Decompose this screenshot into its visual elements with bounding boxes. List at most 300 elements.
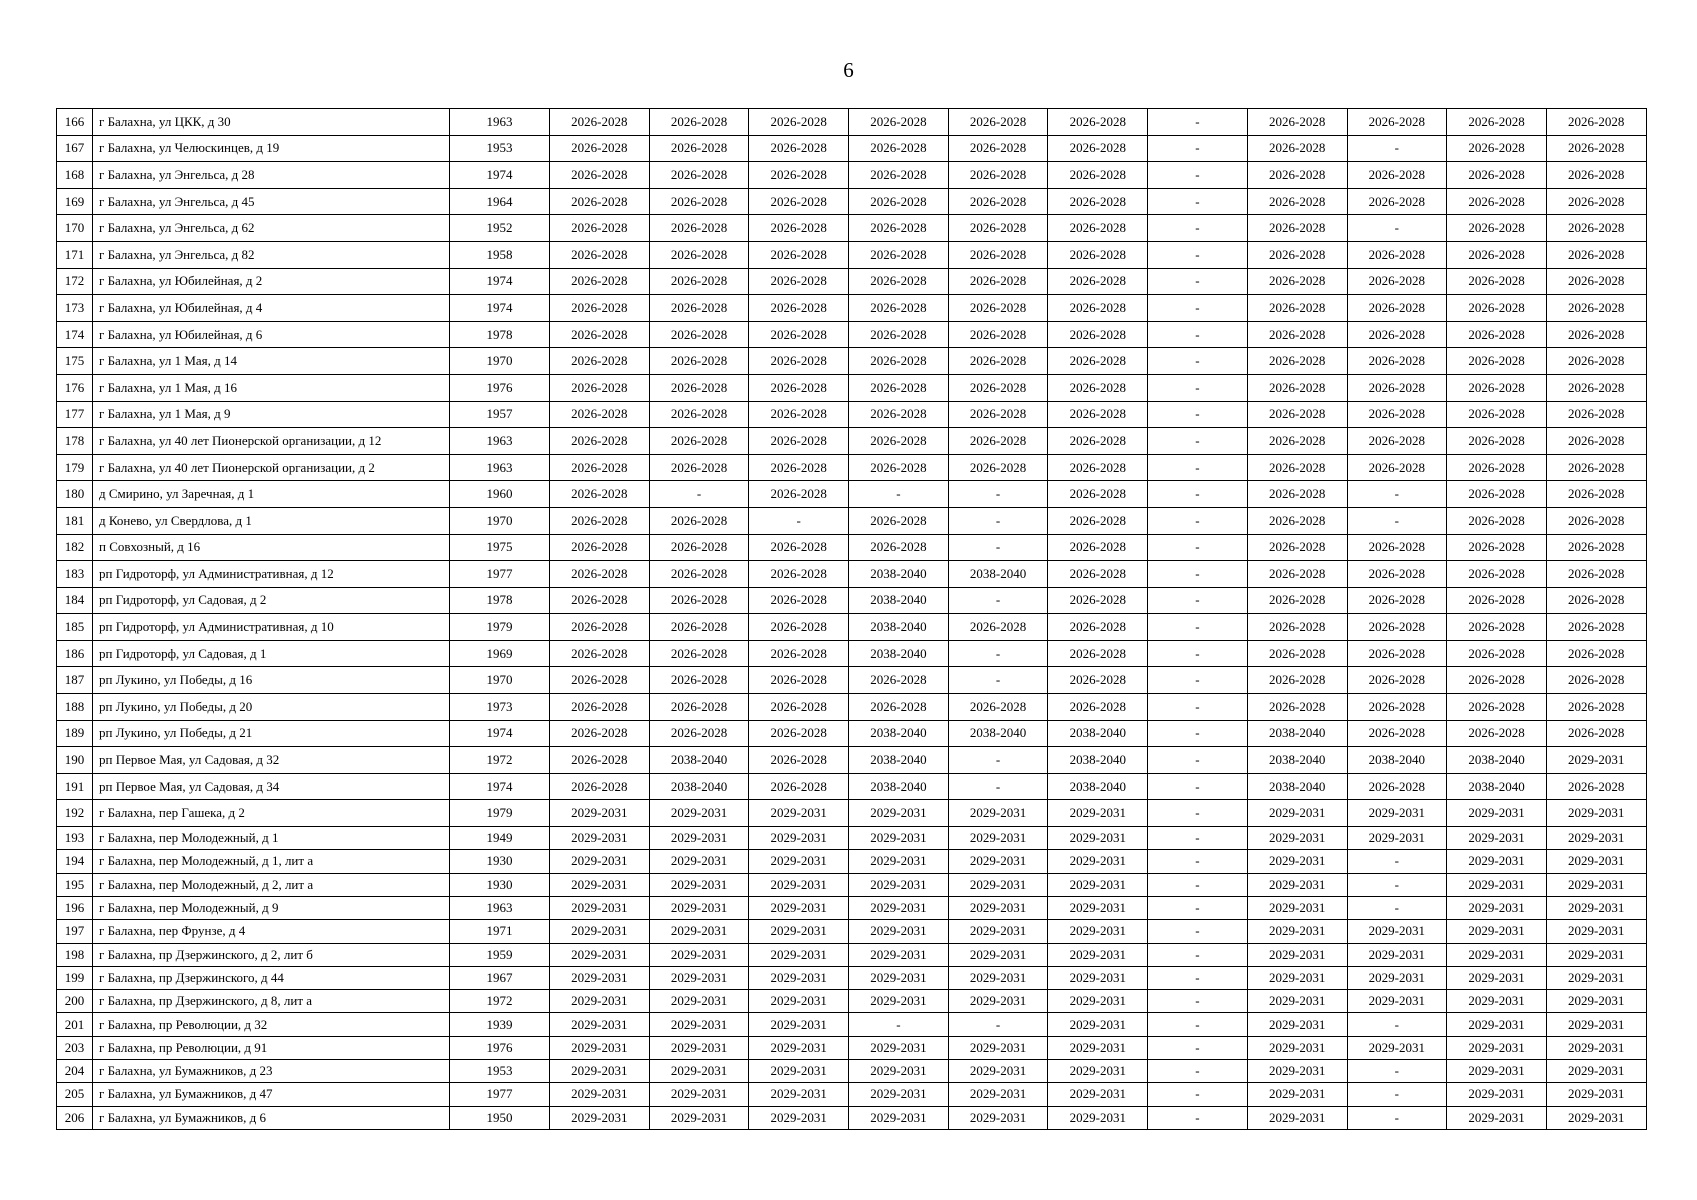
build-year-cell: 1973: [450, 694, 550, 721]
repair-period-cell: 2029-2031: [948, 1083, 1048, 1106]
repair-period-cell: 2026-2028: [749, 694, 849, 721]
repair-period-cell: -: [1148, 561, 1248, 588]
repair-period-cell: 2026-2028: [649, 109, 749, 136]
repair-period-cell: 2026-2028: [1247, 109, 1347, 136]
repair-period-cell: 2026-2028: [550, 614, 650, 641]
repair-period-cell: 2038-2040: [849, 587, 949, 614]
repair-period-cell: 2029-2031: [1447, 850, 1547, 873]
repair-period-cell: 2029-2031: [948, 827, 1048, 850]
row-number-cell: 193: [57, 827, 93, 850]
repair-period-cell: -: [1148, 1106, 1248, 1129]
repair-period-cell: 2026-2028: [1247, 215, 1347, 242]
repair-period-cell: 2026-2028: [749, 295, 849, 322]
repair-period-cell: 2029-2031: [948, 920, 1048, 943]
repair-period-cell: 2026-2028: [1447, 640, 1547, 667]
table-row: [57, 561, 1647, 588]
repair-period-cell: 2026-2028: [550, 348, 650, 375]
repair-period-cell: -: [1148, 587, 1248, 614]
build-year-cell: 1970: [450, 507, 550, 534]
repair-period-cell: 2026-2028: [1447, 507, 1547, 534]
repair-period-cell: 2029-2031: [649, 1106, 749, 1129]
repair-period-cell: 2029-2031: [1546, 873, 1646, 896]
repair-period-cell: 2029-2031: [1347, 827, 1447, 850]
repair-period-cell: 2029-2031: [1447, 1036, 1547, 1059]
repair-period-cell: 2026-2028: [749, 374, 849, 401]
repair-period-cell: 2029-2031: [1447, 966, 1547, 989]
repair-period-cell: 2038-2040: [1247, 747, 1347, 774]
repair-period-cell: 2026-2028: [1546, 162, 1646, 189]
repair-period-cell: 2026-2028: [1347, 295, 1447, 322]
repair-period-cell: 2029-2031: [1048, 800, 1148, 827]
repair-period-cell: 2026-2028: [1447, 295, 1547, 322]
repair-period-cell: 2026-2028: [1447, 321, 1547, 348]
repair-period-cell: 2026-2028: [649, 428, 749, 455]
repair-period-cell: 2029-2031: [1247, 966, 1347, 989]
address-cell: п Совхозный, д 16: [93, 534, 450, 561]
repair-period-cell: 2026-2028: [1347, 667, 1447, 694]
table-row: [57, 800, 1647, 827]
repair-period-cell: -: [1148, 454, 1248, 481]
repair-period-cell: 2029-2031: [849, 1060, 949, 1083]
repair-period-cell: 2029-2031: [849, 800, 949, 827]
repair-period-cell: 2026-2028: [649, 295, 749, 322]
build-year-cell: 1974: [450, 720, 550, 747]
address-cell: г Балахна, ул Бумажников, д 47: [93, 1083, 450, 1106]
repair-period-cell: -: [1148, 295, 1248, 322]
repair-period-cell: 2029-2031: [1247, 1083, 1347, 1106]
repair-period-cell: 2026-2028: [1546, 135, 1646, 162]
repair-period-cell: 2029-2031: [550, 827, 650, 850]
row-number-cell: 199: [57, 966, 93, 989]
repair-period-cell: -: [1148, 481, 1248, 508]
repair-period-cell: 2026-2028: [948, 454, 1048, 481]
row-number-cell: 188: [57, 694, 93, 721]
repair-period-cell: 2029-2031: [550, 1013, 650, 1036]
repair-period-cell: 2026-2028: [1546, 614, 1646, 641]
repair-period-cell: 2026-2028: [749, 720, 849, 747]
table-row: [57, 1106, 1647, 1129]
table-row: [57, 534, 1647, 561]
address-cell: д Конево, ул Свердлова, д 1: [93, 507, 450, 534]
repair-period-cell: 2026-2028: [1247, 561, 1347, 588]
repair-period-cell: 2026-2028: [1048, 614, 1148, 641]
row-number-cell: 183: [57, 561, 93, 588]
table-row: [57, 614, 1647, 641]
row-number-cell: 192: [57, 800, 93, 827]
repair-period-cell: 2026-2028: [1447, 694, 1547, 721]
repair-period-cell: -: [1148, 321, 1248, 348]
row-number-cell: 173: [57, 295, 93, 322]
repair-period-cell: 2026-2028: [1048, 507, 1148, 534]
repair-period-cell: 2029-2031: [1447, 827, 1547, 850]
repair-period-cell: 2026-2028: [1247, 295, 1347, 322]
repair-period-cell: 2026-2028: [1048, 268, 1148, 295]
repair-period-cell: 2026-2028: [749, 135, 849, 162]
repair-period-cell: 2029-2031: [948, 1036, 1048, 1059]
repair-period-cell: 2026-2028: [849, 188, 949, 215]
repair-period-cell: 2026-2028: [1347, 587, 1447, 614]
repair-period-cell: 2038-2040: [849, 720, 949, 747]
build-year-cell: 1976: [450, 374, 550, 401]
address-cell: г Балахна, пр Дзержинского, д 44: [93, 966, 450, 989]
repair-period-cell: -: [1347, 1060, 1447, 1083]
repair-period-cell: -: [1148, 773, 1248, 800]
row-number-cell: 168: [57, 162, 93, 189]
repair-period-cell: 2029-2031: [948, 966, 1048, 989]
repair-period-cell: 2026-2028: [1347, 241, 1447, 268]
repair-period-cell: 2029-2031: [749, 1106, 849, 1129]
repair-period-cell: 2026-2028: [1247, 640, 1347, 667]
repair-period-cell: -: [1148, 966, 1248, 989]
repair-period-cell: 2026-2028: [550, 747, 650, 774]
repair-period-cell: 2026-2028: [1447, 454, 1547, 481]
build-year-cell: 1975: [450, 534, 550, 561]
repair-period-cell: 2026-2028: [1048, 401, 1148, 428]
repair-period-cell: 2026-2028: [1347, 321, 1447, 348]
repair-period-cell: 2029-2031: [1247, 827, 1347, 850]
table-row: [57, 454, 1647, 481]
repair-period-cell: 2026-2028: [1347, 561, 1447, 588]
row-number-cell: 178: [57, 428, 93, 455]
repair-period-cell: 2026-2028: [1447, 667, 1547, 694]
build-year-cell: 1950: [450, 1106, 550, 1129]
repair-period-cell: 2026-2028: [948, 374, 1048, 401]
repair-period-cell: 2026-2028: [1447, 188, 1547, 215]
repair-period-cell: 2029-2031: [1347, 800, 1447, 827]
address-cell: г Балахна, пр Дзержинского, д 8, лит а: [93, 990, 450, 1013]
repair-period-cell: 2029-2031: [749, 850, 849, 873]
repair-period-cell: 2038-2040: [948, 561, 1048, 588]
address-cell: г Балахна, ул Энгельса, д 28: [93, 162, 450, 189]
repair-period-cell: 2026-2028: [1347, 614, 1447, 641]
row-number-cell: 191: [57, 773, 93, 800]
build-year-cell: 1953: [450, 1060, 550, 1083]
table-row: [57, 135, 1647, 162]
address-cell: д Смирино, ул Заречная, д 1: [93, 481, 450, 508]
repair-period-cell: 2026-2028: [948, 401, 1048, 428]
repair-period-cell: -: [948, 640, 1048, 667]
repair-period-cell: 2038-2040: [849, 614, 949, 641]
repair-period-cell: 2029-2031: [1546, 943, 1646, 966]
repair-period-cell: 2026-2028: [550, 215, 650, 242]
repair-period-cell: 2029-2031: [649, 990, 749, 1013]
repair-period-cell: -: [948, 747, 1048, 774]
repair-period-cell: 2029-2031: [1048, 1106, 1148, 1129]
repair-period-cell: 2026-2028: [1447, 241, 1547, 268]
repair-period-cell: 2026-2028: [1546, 720, 1646, 747]
build-year-cell: 1957: [450, 401, 550, 428]
row-number-cell: 175: [57, 348, 93, 375]
repair-period-cell: 2026-2028: [1347, 428, 1447, 455]
repair-period-cell: 2026-2028: [649, 348, 749, 375]
repair-period-cell: 2026-2028: [749, 401, 849, 428]
repair-period-cell: 2026-2028: [1247, 241, 1347, 268]
build-year-cell: 1974: [450, 268, 550, 295]
repair-period-cell: 2029-2031: [1546, 920, 1646, 943]
repair-period-cell: 2026-2028: [1048, 188, 1148, 215]
repair-period-cell: -: [1347, 896, 1447, 919]
row-number-cell: 181: [57, 507, 93, 534]
build-year-cell: 1967: [450, 966, 550, 989]
repair-period-cell: 2029-2031: [550, 920, 650, 943]
repair-period-cell: 2029-2031: [1546, 1060, 1646, 1083]
repair-period-cell: 2029-2031: [948, 800, 1048, 827]
repair-period-cell: 2026-2028: [1447, 428, 1547, 455]
repair-period-cell: 2026-2028: [1247, 348, 1347, 375]
build-year-cell: 1952: [450, 215, 550, 242]
repair-period-cell: 2026-2028: [1347, 401, 1447, 428]
repair-period-cell: 2029-2031: [1247, 920, 1347, 943]
repair-period-cell: 2026-2028: [1048, 667, 1148, 694]
repair-period-cell: 2026-2028: [1447, 561, 1547, 588]
row-number-cell: 190: [57, 747, 93, 774]
repair-period-cell: 2029-2031: [849, 966, 949, 989]
repair-period-cell: 2026-2028: [1546, 268, 1646, 295]
repair-period-cell: 2026-2028: [849, 667, 949, 694]
address-cell: г Балахна, ул Энгельса, д 45: [93, 188, 450, 215]
repair-period-cell: 2026-2028: [849, 348, 949, 375]
repair-period-cell: 2029-2031: [649, 1083, 749, 1106]
table-row: [57, 428, 1647, 455]
repair-period-cell: 2029-2031: [1546, 990, 1646, 1013]
repair-period-cell: 2029-2031: [1247, 943, 1347, 966]
repair-period-cell: -: [948, 587, 1048, 614]
repair-period-cell: -: [948, 667, 1048, 694]
repair-period-cell: -: [1148, 135, 1248, 162]
repair-period-cell: 2029-2031: [948, 850, 1048, 873]
repair-period-cell: 2026-2028: [550, 773, 650, 800]
repair-period-cell: 2026-2028: [649, 667, 749, 694]
repair-period-cell: 2026-2028: [849, 694, 949, 721]
repair-period-cell: 2029-2031: [948, 943, 1048, 966]
address-cell: рп Гидроторф, ул Садовая, д 2: [93, 587, 450, 614]
build-year-cell: 1978: [450, 587, 550, 614]
repair-period-cell: 2029-2031: [1347, 966, 1447, 989]
build-year-cell: 1974: [450, 162, 550, 189]
repair-period-cell: 2029-2031: [1247, 1106, 1347, 1129]
repair-period-cell: -: [1148, 990, 1248, 1013]
repair-period-cell: 2029-2031: [849, 943, 949, 966]
repair-period-cell: 2026-2028: [1447, 614, 1547, 641]
repair-period-cell: 2029-2031: [1447, 800, 1547, 827]
repair-period-cell: 2026-2028: [1048, 428, 1148, 455]
table-row: [57, 1060, 1647, 1083]
repair-period-cell: 2026-2028: [649, 587, 749, 614]
repair-period-cell: 2026-2028: [550, 135, 650, 162]
repair-period-cell: 2029-2031: [649, 800, 749, 827]
repair-period-cell: 2029-2031: [1447, 990, 1547, 1013]
repair-period-cell: 2029-2031: [948, 990, 1048, 1013]
repair-period-cell: 2026-2028: [1546, 428, 1646, 455]
repair-period-cell: 2029-2031: [849, 1083, 949, 1106]
repair-period-cell: 2026-2028: [849, 454, 949, 481]
repair-period-cell: 2026-2028: [1048, 374, 1148, 401]
repair-period-cell: 2029-2031: [1546, 896, 1646, 919]
repair-period-cell: 2026-2028: [1048, 640, 1148, 667]
build-year-cell: 1976: [450, 1036, 550, 1059]
table-row: [57, 507, 1647, 534]
table-row: [57, 587, 1647, 614]
address-cell: г Балахна, ул ЦКК, д 30: [93, 109, 450, 136]
repair-period-cell: 2026-2028: [1546, 215, 1646, 242]
build-year-cell: 1953: [450, 135, 550, 162]
repair-period-cell: 2029-2031: [550, 990, 650, 1013]
repair-period-cell: 2038-2040: [1347, 747, 1447, 774]
repair-period-cell: -: [1148, 747, 1248, 774]
repair-period-cell: 2026-2028: [948, 268, 1048, 295]
repair-period-cell: 2026-2028: [1546, 374, 1646, 401]
row-number-cell: 185: [57, 614, 93, 641]
repair-period-cell: 2026-2028: [649, 135, 749, 162]
repair-period-cell: 2029-2031: [649, 1060, 749, 1083]
repair-period-cell: 2029-2031: [749, 896, 849, 919]
build-year-cell: 1969: [450, 640, 550, 667]
repair-period-cell: 2026-2028: [1347, 640, 1447, 667]
repair-period-cell: 2026-2028: [1546, 587, 1646, 614]
repair-period-cell: 2026-2028: [948, 428, 1048, 455]
row-number-cell: 205: [57, 1083, 93, 1106]
repair-period-cell: 2026-2028: [1247, 374, 1347, 401]
repair-period-cell: 2026-2028: [1247, 507, 1347, 534]
repair-period-cell: -: [1148, 1083, 1248, 1106]
repair-period-cell: 2026-2028: [749, 348, 849, 375]
repair-period-cell: 2026-2028: [1447, 162, 1547, 189]
repair-period-cell: 2026-2028: [1048, 481, 1148, 508]
repair-period-cell: 2029-2031: [1447, 1060, 1547, 1083]
repair-period-cell: 2026-2028: [1347, 109, 1447, 136]
repair-period-cell: 2026-2028: [1546, 109, 1646, 136]
repair-period-cell: 2029-2031: [1048, 990, 1148, 1013]
row-number-cell: 187: [57, 667, 93, 694]
repair-period-cell: 2029-2031: [1048, 943, 1148, 966]
repair-period-cell: 2026-2028: [550, 241, 650, 268]
repair-period-cell: 2029-2031: [849, 896, 949, 919]
repair-period-cell: 2026-2028: [1546, 454, 1646, 481]
repair-period-cell: -: [1347, 850, 1447, 873]
repair-period-cell: 2026-2028: [550, 587, 650, 614]
repair-period-cell: 2026-2028: [1048, 348, 1148, 375]
repair-period-cell: 2029-2031: [1447, 873, 1547, 896]
repair-period-cell: 2026-2028: [1546, 561, 1646, 588]
repair-period-cell: 2029-2031: [749, 966, 849, 989]
repair-period-cell: 2029-2031: [1546, 747, 1646, 774]
repair-period-cell: 2029-2031: [1048, 1083, 1148, 1106]
repair-period-cell: 2026-2028: [948, 321, 1048, 348]
repair-period-cell: 2029-2031: [1546, 827, 1646, 850]
repair-period-cell: 2026-2028: [649, 507, 749, 534]
address-cell: рп Гидроторф, ул Административная, д 12: [93, 561, 450, 588]
table-row: [57, 1083, 1647, 1106]
repair-period-cell: 2026-2028: [1447, 268, 1547, 295]
repair-period-cell: 2026-2028: [1247, 135, 1347, 162]
repair-period-cell: 2026-2028: [1048, 135, 1148, 162]
repair-period-cell: 2029-2031: [849, 827, 949, 850]
repair-period-cell: 2038-2040: [1447, 747, 1547, 774]
repair-period-cell: 2029-2031: [749, 873, 849, 896]
repair-period-cell: 2029-2031: [1546, 1106, 1646, 1129]
repair-period-cell: 2029-2031: [1048, 1013, 1148, 1036]
repair-period-cell: -: [1347, 1083, 1447, 1106]
table-body: [57, 109, 1647, 1130]
repair-period-cell: -: [1148, 428, 1248, 455]
repair-period-cell: 2029-2031: [649, 896, 749, 919]
repair-period-cell: 2026-2028: [1546, 348, 1646, 375]
address-cell: г Балахна, ул 1 Мая, д 9: [93, 401, 450, 428]
repair-period-cell: 2038-2040: [1048, 773, 1148, 800]
table-row: [57, 374, 1647, 401]
address-cell: рп Гидроторф, ул Административная, д 10: [93, 614, 450, 641]
build-year-cell: 1939: [450, 1013, 550, 1036]
repair-period-cell: 2026-2028: [1048, 534, 1148, 561]
table-row: [57, 966, 1647, 989]
repair-period-cell: 2026-2028: [1247, 614, 1347, 641]
repair-period-cell: 2026-2028: [550, 428, 650, 455]
repair-period-cell: 2026-2028: [1247, 428, 1347, 455]
page-number: 6: [843, 58, 854, 82]
repair-period-cell: -: [749, 507, 849, 534]
repair-period-cell: -: [1347, 481, 1447, 508]
repair-period-cell: -: [1148, 896, 1248, 919]
repair-period-cell: 2026-2028: [948, 109, 1048, 136]
repair-period-cell: 2029-2031: [1048, 827, 1148, 850]
repair-period-cell: 2026-2028: [550, 481, 650, 508]
repair-period-cell: 2029-2031: [948, 873, 1048, 896]
repair-period-cell: 2026-2028: [1447, 109, 1547, 136]
table-row: [57, 1013, 1647, 1036]
repair-period-cell: 2026-2028: [1247, 268, 1347, 295]
repair-period-cell: 2029-2031: [1048, 966, 1148, 989]
address-cell: г Балахна, ул Бумажников, д 6: [93, 1106, 450, 1129]
repair-period-cell: 2029-2031: [1247, 896, 1347, 919]
repair-period-cell: 2029-2031: [1247, 1036, 1347, 1059]
repair-period-cell: 2026-2028: [1247, 454, 1347, 481]
repair-period-cell: -: [849, 481, 949, 508]
row-number-cell: 170: [57, 215, 93, 242]
repair-period-cell: 2026-2028: [1247, 667, 1347, 694]
address-cell: г Балахна, пер Молодежный, д 1, лит а: [93, 850, 450, 873]
repair-period-cell: -: [1148, 943, 1248, 966]
repair-period-cell: 2026-2028: [649, 454, 749, 481]
repair-period-cell: -: [649, 481, 749, 508]
repair-period-cell: -: [1148, 1013, 1248, 1036]
repair-period-cell: 2029-2031: [749, 800, 849, 827]
build-year-cell: 1930: [450, 873, 550, 896]
repair-period-cell: 2026-2028: [1546, 640, 1646, 667]
repair-period-cell: 2026-2028: [1546, 534, 1646, 561]
table-row: [57, 268, 1647, 295]
repair-period-cell: 2026-2028: [948, 135, 1048, 162]
repair-period-cell: 2026-2028: [1546, 694, 1646, 721]
build-year-cell: 1979: [450, 800, 550, 827]
repair-period-cell: -: [1347, 1013, 1447, 1036]
build-year-cell: 1964: [450, 188, 550, 215]
repair-period-cell: 2029-2031: [550, 896, 650, 919]
repair-period-cell: 2029-2031: [550, 1036, 650, 1059]
repair-period-cell: 2026-2028: [1546, 507, 1646, 534]
repair-period-cell: 2029-2031: [1247, 1013, 1347, 1036]
address-cell: рп Гидроторф, ул Садовая, д 1: [93, 640, 450, 667]
repair-period-cell: 2026-2028: [1546, 773, 1646, 800]
repair-period-cell: 2029-2031: [1347, 1036, 1447, 1059]
repair-period-cell: 2026-2028: [849, 507, 949, 534]
repair-period-cell: 2026-2028: [649, 374, 749, 401]
repair-period-cell: -: [1148, 694, 1248, 721]
repair-period-cell: 2029-2031: [649, 1013, 749, 1036]
address-cell: г Балахна, ул 1 Мая, д 14: [93, 348, 450, 375]
repair-period-cell: 2026-2028: [948, 348, 1048, 375]
table-row: [57, 747, 1647, 774]
repair-period-cell: 2026-2028: [1447, 720, 1547, 747]
